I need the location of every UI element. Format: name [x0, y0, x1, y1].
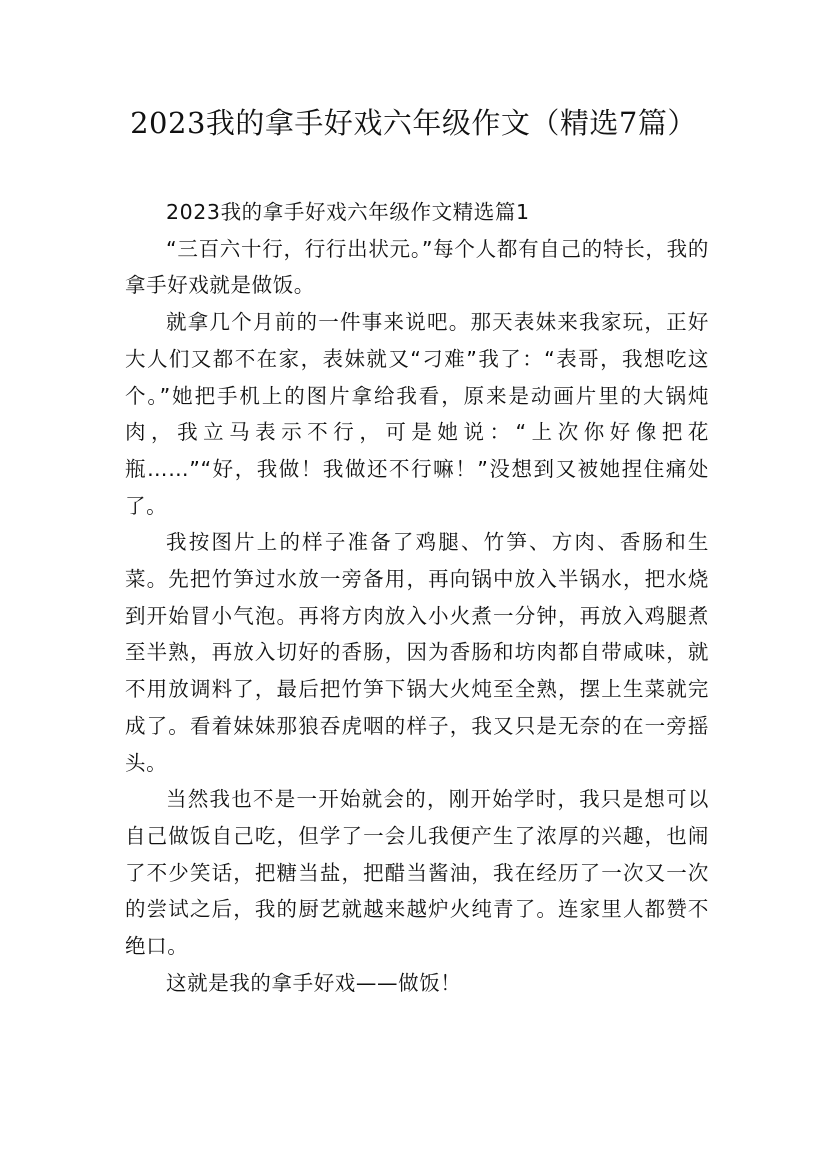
paragraph-cooking-steps: 我按图片上的样子准备了鸡腿、竹笋、方肉、香肠和生菜。先把竹笋过水放一旁备用，再向锅中放入半锅水，把水烧到开始冒小气泡。再将方肉放入小火煮一分钟，再放入鸡腿煮至半熟，再放入切好的香肠，因为香肠和坊肉都自带咸味，就不用放调料了，最后把竹笋下锅大火炖至全熟，摆上生菜就完成了。看着妹妹那狼吞虎咽的样子，我又只是无奈的在一旁摇头。 — [125, 530, 709, 775]
section-heading: 2023我的拿手好戏六年级作文精选篇1 — [166, 200, 530, 224]
paragraph-opening: “三百六十行，行行出状元。”每个人都有自己的特长，我的拿手好戏就是做饭。 — [125, 236, 709, 298]
document-body — [125, 194, 709, 1001]
paragraph-closing: 这就是我的拿手好戏——做饭！ — [166, 970, 462, 995]
paragraph-learning: 当然我也不是一开始就会的，刚开始学时，我只是想可以自己做饭自己吃，但学了一会儿我便产生了浓厚的兴趣，也闹了不少笑话，把糖当盐，把醋当酱油，我在经历了一次又一次的尝试之后，我的厨艺就越来越炉火纯青了。连家里人都赞不绝口。 — [125, 787, 709, 959]
paragraph-story: 就拿几个月前的一件事来说吧。那天表妹来我家玩，正好大人们又都不在家，表妹就又“刁难”我了：“表哥，我想吃这个。”她把手机上的图片拿给我看，原来是动画片里的大锅炖肉，我立马表示不行，可是她说：“上次你好像把花瓶……”“好，我做！我做还不行嘛！”没想到又被她捏住痛处了。 — [125, 310, 709, 518]
document-title: 2023我的拿手好戏六年级作文（精选7篇） — [130, 106, 697, 140]
